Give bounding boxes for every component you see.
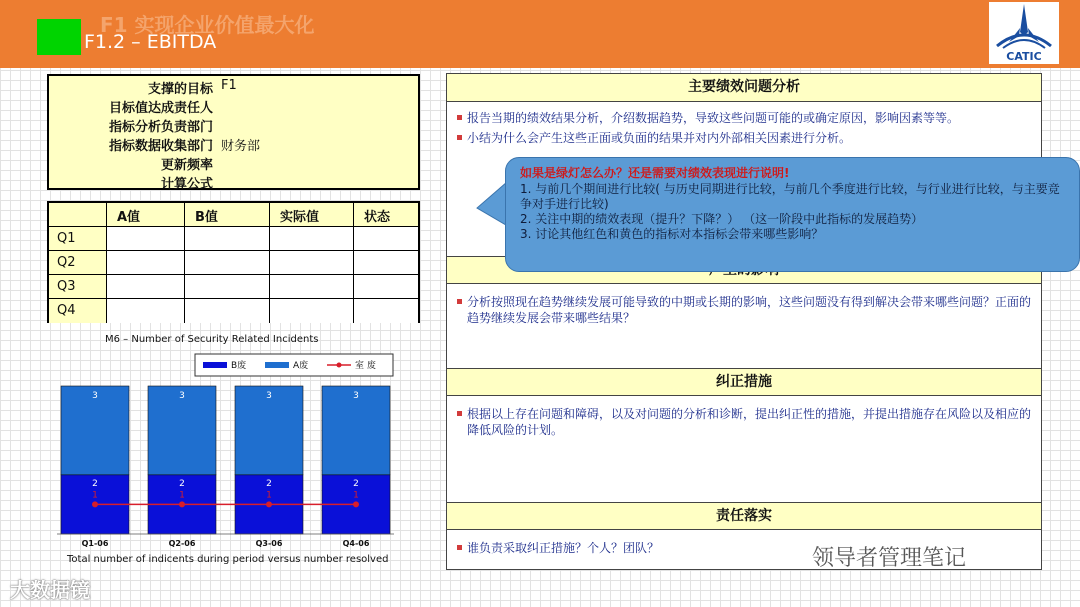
- legend-label: B废: [231, 361, 247, 371]
- page-subtitle: F1.2 – EBITDA: [84, 31, 217, 53]
- indicator-info-table: [47, 74, 420, 190]
- info-value: F1: [221, 78, 237, 93]
- quarter-label: Q1: [49, 227, 107, 251]
- data-label-line: 1: [266, 490, 272, 501]
- legend-label: A废: [293, 361, 309, 371]
- data-label-line: 1: [353, 490, 359, 501]
- logo-text: CATIC: [1006, 50, 1042, 63]
- info-label: 计算公式: [160, 177, 213, 192]
- info-row: [49, 76, 418, 95]
- catic-logo: [989, 2, 1059, 64]
- chart-title: M6 – Number of Security Related Incidents: [105, 334, 319, 345]
- info-label: 目标值达成责任人: [108, 101, 213, 116]
- section-body: [457, 110, 1037, 150]
- section-body: [457, 406, 1037, 442]
- table-cell: [107, 275, 185, 299]
- table-cell: [185, 251, 270, 275]
- info-row: [49, 133, 418, 152]
- quarter-label: Q3: [49, 275, 107, 299]
- table-cell: [185, 227, 270, 251]
- info-row: [49, 114, 418, 133]
- callout-item: 2. 关注中期的绩效表现（提升？下降？） （这一阶段中此指标的发展趋势）: [520, 212, 924, 226]
- callout-heading: 如果是绿灯怎么办？还是需要对绩效表现进行说明!: [520, 166, 790, 180]
- table-cell: [270, 299, 354, 323]
- rocket-logo-icon: [989, 2, 1059, 52]
- x-tick-label: Q2-06: [168, 539, 196, 548]
- data-label-line: 1: [92, 490, 98, 501]
- table-cell: [185, 299, 270, 323]
- bullet-item: 分析按照现在趋势继续发展可能导致的中期或长期的影响，这些问题没有得到解决会带来哪些问题？正面的趋势继续发展会带来哪些结果？: [457, 294, 1037, 326]
- analysis-panel: [446, 73, 1042, 570]
- data-label-b: 2: [266, 478, 272, 489]
- data-label-a: 3: [353, 391, 359, 401]
- data-label-b: 2: [353, 478, 359, 489]
- callout-item: 3. 讨论其他红色和黄色的指标对本指标会带来哪些影响？: [520, 227, 824, 241]
- table-header-cell: 实际值: [270, 203, 354, 227]
- section-heading: 纠正措施: [447, 368, 1041, 396]
- line-marker: [266, 501, 272, 507]
- table-header-cell: [49, 203, 107, 227]
- chart-canvas: [45, 328, 423, 576]
- callout-list: [520, 182, 1065, 242]
- legend-swatch: [203, 362, 227, 368]
- legend-label: 室 废: [355, 361, 376, 371]
- table-cell: [354, 227, 418, 251]
- table-cell: [270, 275, 354, 299]
- data-label-b: 2: [179, 478, 185, 489]
- table-cell: [354, 275, 418, 299]
- legend-swatch-marker: [337, 363, 342, 368]
- table-cell: [185, 275, 270, 299]
- table-cell: [270, 227, 354, 251]
- info-label: 指标数据收集部门: [108, 139, 213, 154]
- info-row: [49, 95, 418, 114]
- table-header-cell: 状态: [354, 203, 418, 227]
- table-cell: [107, 299, 185, 323]
- bullet-item: 谁负责采取纠正措施？个人？团队？: [457, 540, 1037, 556]
- table-cell: [270, 251, 354, 275]
- chart-caption: Total number of indicents during period versus number resolved: [67, 554, 389, 565]
- section-heading: 主要绩效问题分析: [447, 74, 1041, 102]
- section-heading: 责任落实: [447, 502, 1041, 530]
- quarter-label: Q2: [49, 251, 107, 275]
- table-header-cell: B值: [185, 203, 270, 227]
- info-value: 财务部: [221, 139, 261, 154]
- x-tick-label: Q3-06: [255, 539, 283, 548]
- watermark-right: 领导者管理笔记: [812, 546, 967, 571]
- table-cell: [354, 251, 418, 275]
- page-title: F1 实现企业价值最大化: [100, 13, 315, 37]
- status-indicator: [37, 19, 81, 55]
- table-cell: [107, 227, 185, 251]
- section-body: [457, 294, 1037, 330]
- watermark-left: 大数据镜: [10, 578, 90, 602]
- info-row: [49, 152, 418, 171]
- data-label-line: 1: [179, 490, 185, 501]
- table-cell: [107, 251, 185, 275]
- line-marker: [353, 501, 359, 507]
- table-cell: [354, 299, 418, 323]
- quarter-value-table: [47, 201, 420, 323]
- line-marker: [92, 501, 98, 507]
- security-incidents-chart: [45, 328, 423, 576]
- info-label: 支撑的目标: [147, 82, 213, 97]
- x-tick-label: Q1-06: [81, 539, 109, 548]
- bullet-item: 根据以上存在问题和障碍，以及对问题的分析和诊断，提出纠正性的措施，并提出措施存在风险以及相应的降低风险的计划。: [457, 406, 1037, 438]
- bullet-item: 小结为什么会产生这些正面或负面的结果并对内外部相关因素进行分析。: [457, 130, 1037, 146]
- green-light-callout: [505, 157, 1080, 272]
- legend-swatch: [265, 362, 289, 368]
- callout-item: 1. 与前几个期间进行比较( 与历史同期进行比较，与前几个季度进行比较，与行业进行比较，与主要竞争对手进行比较): [520, 182, 1060, 211]
- info-label: 指标分析负责部门: [108, 120, 213, 135]
- data-label-a: 3: [266, 391, 272, 401]
- table-header-cell: A值: [107, 203, 185, 227]
- info-row: [49, 171, 418, 190]
- bullet-item: 报告当期的绩效结果分析，介绍数据趋势，导致这些问题可能的或确定原因，影响因素等等。: [457, 110, 1037, 126]
- info-label: 更新频率: [160, 158, 213, 173]
- data-label-a: 3: [179, 391, 185, 401]
- x-tick-label: Q4-06: [342, 539, 370, 548]
- line-marker: [179, 501, 185, 507]
- quarter-label: Q4: [49, 299, 107, 323]
- data-label-a: 3: [92, 391, 98, 401]
- data-label-b: 2: [92, 478, 98, 489]
